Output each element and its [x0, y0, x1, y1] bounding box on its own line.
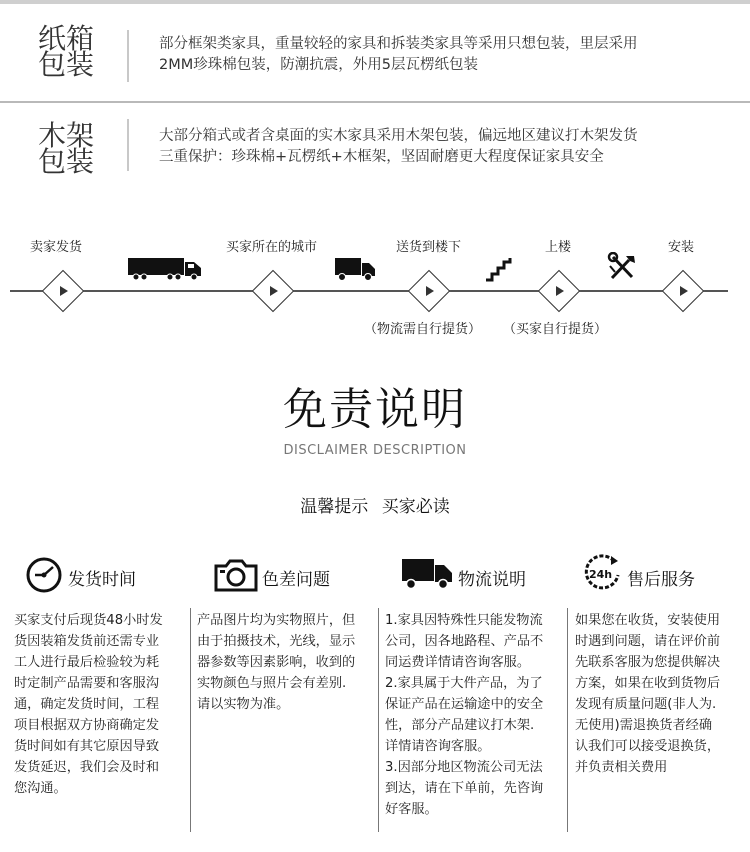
carton-pack-text-line1: 部分框架类家具，重量较轻的家具和拆装类家具等采用只想包装，里层采用 — [159, 36, 638, 52]
wood-divider — [127, 119, 129, 171]
carton-pack-title-line2: 包装 — [38, 48, 95, 81]
wood-pack-text-line2: 三重保护：珍珠棉+瓦楞纸+木框架，坚固耐磨更大程度保证家具安全 — [159, 149, 604, 165]
top-rule — [0, 0, 750, 4]
flow-step-install: 安装 — [668, 240, 695, 255]
carton-pack-text-line2: 2MM珍珠棉包装，防潮抗震，外用5层瓦楞纸包装 — [159, 57, 478, 73]
play-icon — [680, 286, 688, 296]
info-heading-color-diff: 色差问题 — [262, 570, 330, 590]
flow-step-downstairs: 送货到楼下 — [396, 240, 462, 255]
play-icon — [270, 286, 278, 296]
carton-divider — [127, 30, 129, 82]
wood-pack-title — [38, 119, 95, 178]
truck-small-icon — [335, 256, 377, 282]
column-divider-2 — [378, 608, 379, 832]
play-icon — [556, 286, 564, 296]
info-heading-logistics: 物流说明 — [458, 570, 526, 590]
flow-step-seller-ship: 卖家发货 — [30, 240, 83, 255]
wood-pack-title-line2: 包装 — [38, 145, 95, 178]
wood-pack-text — [159, 126, 739, 168]
note-logistics-pickup: （物流需自行提货） — [364, 322, 482, 337]
wood-pack-text-line1: 大部分箱式或者含桌面的实木家具采用木架包装，偏远地区建议打木架发货 — [159, 128, 638, 144]
flow-step-upstairs: 上楼 — [545, 240, 572, 255]
info-heading-ship-time: 发货时间 — [68, 570, 136, 590]
column-divider-1 — [190, 608, 191, 832]
info-text-color-diff: 产品图片均为实物照片，但 由于拍摄技术，光线，显示 器参数等因素影响，收到的 实物颜色与照片会有差别. 请以实物为准。 — [197, 613, 356, 712]
clock-icon — [25, 556, 63, 594]
camera-icon — [214, 558, 258, 592]
flow-line — [10, 290, 728, 292]
column-divider-3 — [567, 608, 568, 832]
svg-text:24h: 24h — [589, 568, 613, 581]
24h-service-icon — [581, 553, 623, 593]
flow-step-buyer-city: 买家所在的城市 — [226, 240, 318, 255]
note-buyer-pickup: （买家自行提货） — [503, 322, 608, 337]
truck-icon — [402, 557, 454, 591]
tips-heading: 温馨提示 买家必读 — [300, 497, 450, 517]
carton-pack-title-line1: 纸箱 — [38, 22, 95, 55]
play-icon — [426, 286, 434, 296]
tools-icon — [607, 252, 639, 282]
play-icon — [60, 286, 68, 296]
info-text-ship-time: 买家支付后现货48小时发 货因装箱发货前还需专业 工人进行最后检验较为耗 时定制产品需要和客服沟 通，确定发货时间，工程 项目根据双方协商确定发 货时间如有其它原因导致 发货延迟，我们会及时和 您沟通。 — [14, 613, 163, 796]
section-divider-1 — [0, 101, 750, 103]
carton-pack-text — [159, 34, 739, 76]
carton-pack-title — [38, 22, 95, 81]
stairs-icon — [484, 256, 516, 282]
wood-pack-title-line1: 木架 — [38, 119, 95, 152]
info-text-after-sales: 如果您在收货，安装使用 时遇到问题，请在评价前 先联系客服为您提供解决 方案，如果在收到货物后 发现有质量问题(非人为. 无使用)需退换货者经确 认我们可以接受退换货， 并负责相关费用 — [575, 613, 721, 775]
disclaimer-subtitle: DISCLAIMER DESCRIPTION — [283, 443, 467, 458]
info-heading-after-sales: 售后服务 — [627, 570, 695, 590]
disclaimer-title: 免责说明 — [283, 384, 467, 435]
info-text-logistics: 1.家具因特殊性只能发物流 公司，因各地路程、产品不 同运费详情请咨询客服。 2.家具属于大件产品，为了 保证产品在运输途中的安全 性，部分产品建议打木架. 详情请咨询客服。 3.因部分地区物流公司无法 到达，请在下单前，先咨询 好客服。 — [385, 613, 544, 817]
truck-large-icon — [128, 256, 204, 282]
